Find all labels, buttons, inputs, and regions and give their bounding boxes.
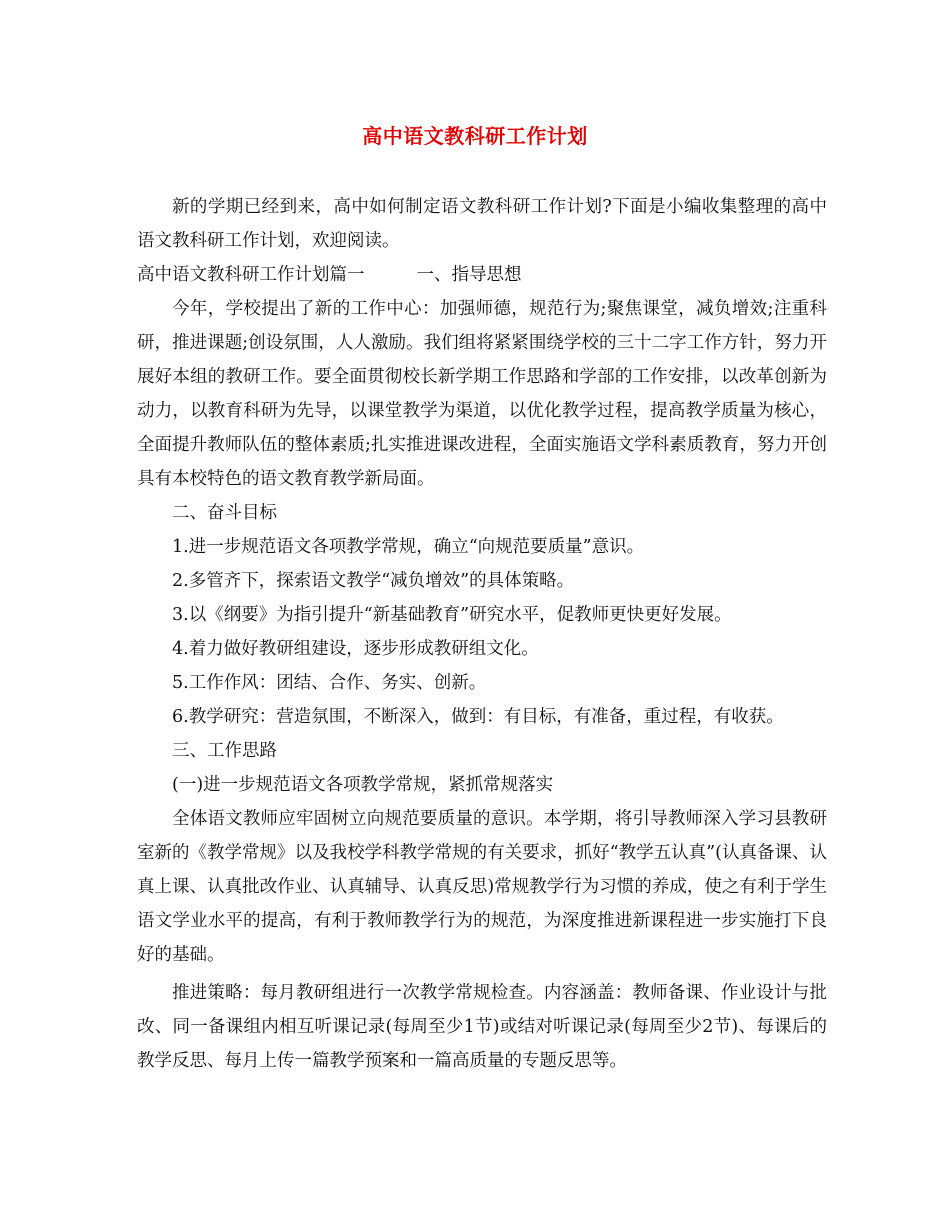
subsection-one-heading: (一)进一步规范语文各项教学常规，紧抓常规落实 [172,775,554,795]
section-one-heading: 一、指导思想 [416,265,522,285]
guiding-paragraph: 今年，学校提出了新的工作中心：加强师德，规范行为;聚焦课堂，减负增效;注重科研，推进课题;创设氛围，人人激励。我们组将紧紧围绕学校的三十二字工作方针，努力开展好本组的教研工作。要全面贯彻校长新学期工作思路和学部的工作安排，以改革创新为动力，以教育科研为先导，以课堂教学为渠道，以优化教学过程，提高教学质量为核心，全面提升教师队伍的整体素质;扎实推进课改进程，全面实施语文学科素质教育，努力开创具有本校特色的语文教育教学新局面。 [137,299,827,489]
norms-paragraph: 全体语文教师应牢固树立向规范要质量的意识。本学期，将引导教师深入学习县教研室新的《教学常规》以及我校学科教学常规的有关要求，抓好“教学五认真”(认真备课、认真上课、认真批改作业、认真辅导、认真反思)常规教学行为习惯的养成，使之有利于学生语文学业水平的提高，有利于教师教学行为的规范，为深度推进新课程进一步实施打下良好的基础。 [137,809,827,965]
section-three-heading: 三、工作思路 [172,741,277,761]
strategy-paragraph: 推进策略：每月教研组进行一次教学常规检查。内容涵盖：教师备课、作业设计与批改、同一备课组内相互听课记录(每周至少1节)或结对听课记录(每周至少2节)、每课后的教学反思、每月上传一篇教学预案和一篇高质量的专题反思等。 [137,983,827,1071]
page-title: 高中语文教科研工作计划 [362,124,588,148]
goal-item: 5.工作作风：团结、合作、务实、创新。 [172,673,487,693]
goal-item: 1.进一步规范语文各项教学常规，确立“向规范要质量”意识。 [172,537,645,557]
goal-item: 3.以《纲要》为指引提升“新基础教育”研究水平，促教师更快更好发展。 [172,605,732,625]
goal-item: 2.多管齐下，探索语文教学“减负增效”的具体策略。 [172,571,575,591]
intro-paragraph: 新的学期已经到来，高中如何制定语文教科研工作计划?下面是小编收集整理的高中语文教科研工作计划，欢迎阅读。 [137,197,827,251]
section-two-heading: 二、奋斗目标 [172,503,277,523]
document-body [137,190,827,1078]
goal-item: 6.教学研究：营造氛围，不断深入，做到：有目标，有准备，重过程，有收获。 [172,707,784,727]
goal-item: 4.着力做好教研组建设，逐步形成教研组文化。 [172,639,539,659]
section-label: 高中语文教科研工作计划篇一 [137,265,365,285]
section-label-line [137,258,827,292]
